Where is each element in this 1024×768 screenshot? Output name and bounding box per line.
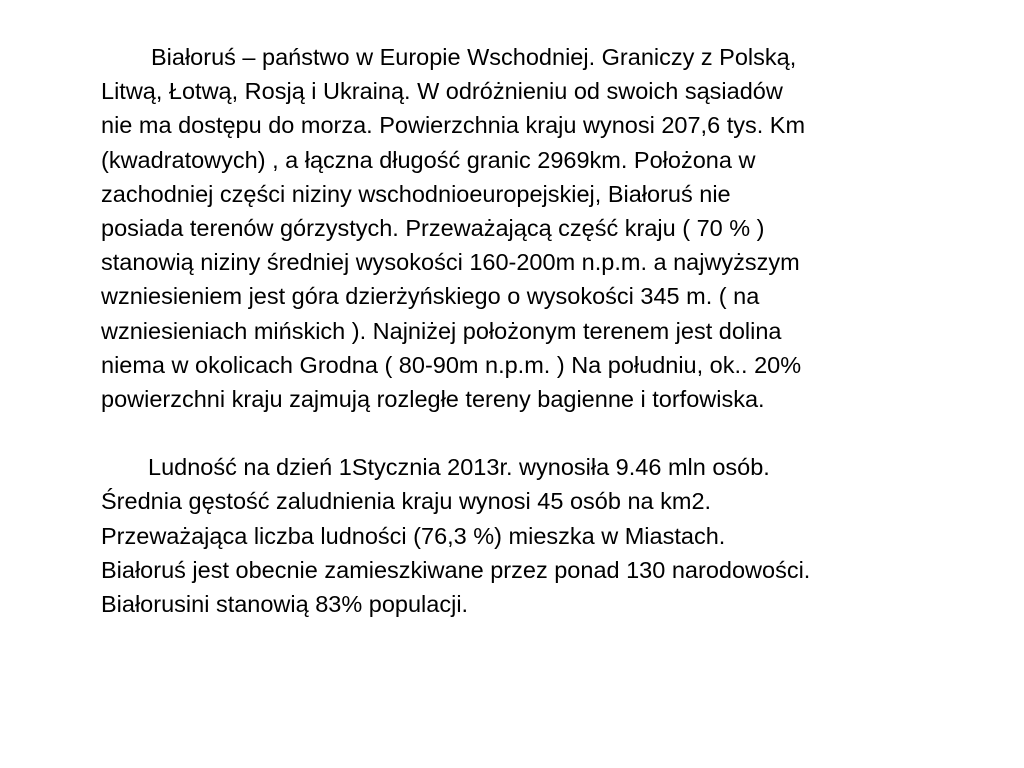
paragraph-geography: Białoruś – państwo w Europie Wschodniej. Graniczy z Polską, Litwą, Łotwą, Rosją i Ukrainą. W odróżnieniu od swoich sąsiadów nie ma dostępu do morza. Powierzchnia kraju wynosi 207,6 tys. Km (kwadratowych) , a łączna długość granic 2969km. Położona w zachodniej części niziny wschodnioeuropejskiej, Białoruś nie posiada terenów górzystych. Przeważającą część kraju ( 70 % ) stanowią niziny średniej wysokości 160-200m n.p.m. a najwyższym wzniesieniem jest góra dzierżyńskiego o wysokości 345 m. ( na wzniesieniach mińskich ). Najniżej położonym terenem jest dolina niema w okolicach Grodna ( 80-90m n.p.m. ) Na południu, ok.. 20% powierzchni kraju zajmują rozległe tereny bagienne i torfowiska. [101, 44, 806, 413]
text-body [101, 40, 971, 621]
paragraph-population: Ludność na dzień 1Stycznia 2013r. wynosiła 9.46 mln osób. Średnia gęstość zaludnienia kraju wynosi 45 osób na km2. Przeważająca liczba ludności (76,3 %) mieszka w Miastach. Białoruś jest obecnie zamieszkiwane przez ponad 130 narodowości. Białorusini stanowią 83% populacji. [101, 454, 811, 618]
